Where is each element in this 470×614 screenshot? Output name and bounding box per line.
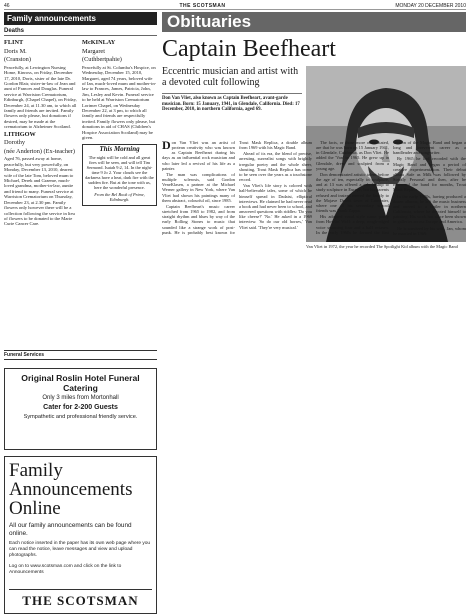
obituaries-section-bar [162, 12, 466, 32]
masthead [4, 2, 466, 10]
notice-surname: LITHGOW [4, 130, 36, 138]
article-paragraph: Ahead of its era, the blend of precise, arresting, surrealist songs with brightly irregular poetry and the whole sheer, shouting, Trout Mask Replica has come to be seen over the years as a touchstone record. [239, 151, 312, 183]
section-title: Family announcements [4, 12, 157, 25]
article-paragraph: By 1965 he had recorded with the Magic Band and began a period of creative experimentation. Their debut album Safe as Milk was followed by Strictly Personal and then, after he rehearsed the band for months, Trout Mask Replica. [393, 156, 466, 193]
this-morning-box [82, 144, 157, 205]
this-morning-body: The night will be cold and all great fires will be seen, and will tell Tim Sermond. Isaiah 9:2, 14. In the night-time 9 Jo 2. Your clouds see the darkness have a heat, dark fire with the sudden fire. But at the tone with us, here the wonderful presence. [85, 154, 154, 190]
this-morning-title: This Morning [99, 145, 140, 154]
photo-caption: Van Vliet in 1972, the year he recorded The Spotlight Kid album with the Magic Band [306, 244, 458, 249]
article-standfirst: Eccentric musician and artist with a devoted cult following [162, 66, 299, 88]
notice-column-1 [4, 38, 79, 348]
notice [82, 40, 157, 140]
article-paragraph: Van Vliet's life story is colored with half-believable tales, some of which he himself spread in Dadaist, elliptical interviews. He claimed he had never read a book and had never been to school, and answered questions with riddles: 'Do you like cheese?' 'No.' He asked in a 1969 interview. 'So do our old horses,' Van Vliet said. 'They're very musical.' [239, 183, 312, 230]
notice-body: Peacefully at St. Columba's Hospice, on Wednesday, December 15, 2010, Margaret, aged 74 years, beloved wife of Ian, much-loved mum and mother-in-law to Frances, James, Patricia, John, Jim, Lesley and Kevin. Funeral service to be held at Warriston Crematorium Lorimer Chapel, on Wednesday December 22, at 3 pm, to which all family and friends are respectfully invited. Family flowers only please, but donations in aid of CHAS (Children's Hospice Association Scotland) may be given. [82, 64, 157, 141]
death-notices [4, 38, 157, 348]
announcements-online-promo [4, 456, 157, 614]
promo-description: Each notice inserted in the paper has its own web page where you can read the notice, leave messages and view and upload photographs. [9, 541, 151, 559]
article-paragraph: The facts, or those more often stated, are that he was born on 15 January 1941, in Glendale, California, as Don Vliet. He added the 'Van' in 1965. He grew up in Glendale, drew and sculpted from a young age. [316, 140, 389, 171]
article-byline: Don Van Vliet, also known as Captain Beefheart, avant-garde musician. Born: 15 January, 1941, in Glendale, California. Died: 17 December, 2010, in northern California, aged 69. [162, 93, 302, 113]
notice-body: Peacefully, at Lewington Nursing Home, Kinross, on Friday, December 17, 2010, Doris, sister of the late Dr. Gordon Blair, sister-in-law of Jean and aunt of Frances and Douglas. Funeral service at Warriston Crematorium, Edinburgh, (Chapel Chapel), on Friday, December 24, at 11.30 am, to which all family and friends are invited. Family flowers only please, but donations if desired, may be made at the crematorium to Alzheimer Scotland. [4, 64, 77, 130]
page-number: 46 [4, 2, 10, 9]
article-paragraph: In the early 1980s, having produced a dozen albums, he left the music business and moved to a trailer in northern California, where he devoted himself to painting. His work has since been shown in galleries across Europe and America. [393, 193, 466, 225]
notice [4, 40, 79, 130]
notice [4, 132, 79, 227]
notice-surname: McKINLAY [82, 39, 116, 46]
funeral-services-heading: Funeral Services [4, 350, 157, 360]
notice-given-name: Margaret [82, 47, 105, 55]
article-paragraph: The man was complications of multiple sclerosis, said Gordon VeneKlasen, a partner at the Michael Werner gallery in New York, where Van Vliet had shown his paintings many of them abstract, colourful oil, since 1985. [162, 171, 235, 203]
obituary-article [162, 12, 466, 595]
masthead-title: THE SCOTSMAN [179, 2, 226, 9]
masthead-date: MONDAY 20 DECEMBER 2010 [395, 2, 466, 9]
article-columns [162, 140, 466, 236]
notice-body: Aged 76, passed away at home, peacefully, but very powerfully, on Monday, December 13, 2010, dearest wife of the late Tom, beloved mum to Michael, Derek and Graeme, much-loved grandma, mother-in-law, auntie and friend to many. Funeral service at Warriston Crematorium on Thursday, December 23, at 2.30 pm. Family flowers only however there will be a collection following the service in lieu of flowers to be donated to the Marie Curie Cancer Care. [4, 156, 75, 227]
notice-surname: FLINT [4, 39, 24, 46]
ad-location: Only 3 miles from Mortonhall [42, 395, 119, 401]
scotsman-logo: THE SCOTSMAN [9, 589, 152, 609]
notice-maiden: (Cranston) [4, 56, 31, 64]
article-body [162, 140, 466, 236]
notice-maiden: (née Anderton) (Ex-teacher) [4, 147, 75, 155]
promo-subtitle: All our family announcements can be found online. [9, 522, 132, 537]
ad-tagline: Sympathetic and professional friendly service. [23, 414, 138, 420]
notice-column-2 [82, 38, 157, 348]
notice-given-name: Dorothy [4, 139, 25, 147]
article-paragraph: He is survived by his wife, Jan, whom he married in 1969. [393, 225, 466, 236]
drop-cap: D [162, 138, 171, 152]
article-paragraph: Don demonstrated artistic talent before the age of ten, especially in sculpture, and at 13 was offered a scholarship to study sculpture in Europe, but his parents refused and instead moved the family to the Mojave Desert town of Lancaster, where one of his secondary school friends was Frank Zappa. [316, 171, 389, 214]
promo-link-text[interactable]: Log on to www.scotsman.com and click on the link to Announcements [9, 564, 122, 576]
ad-headline: Original Roslin Hotel Funeral Catering [21, 373, 140, 393]
roslin-hotel-ad [4, 368, 157, 450]
this-morning-source: From the Bel Book of Prime, Edinburgh. [94, 191, 145, 203]
article-paragraph: Don Van Vliet was an artist of protean creativity who was known as Captain Beefheart during his days as an influential rock musician and who later led a revival of his life as a painter. [162, 138, 235, 171]
promo-title: Family Announcements Online [9, 460, 133, 519]
deaths-heading: Deaths [4, 28, 157, 36]
article-headline: Captain Beefheart [162, 36, 336, 62]
article-paragraph: Captain Beefheart's music career stretched from 1965 to 1982, and from straight rhythm and blues by way of the early Rolling Stones to music that sounded like a strange work of post-punk. He is probably best known for Trout Mask Replica, a double album from 1969 with his Magic Band. [162, 140, 312, 235]
section-label: Obituaries [167, 12, 252, 31]
article-paragraph: His adopted vocal style came partly from Howlin' Wolf: a deep, rough-edged voice spanning four and a half octaves. In the early 1960s he formed the first version of the Magic Band and began a long and irreverent career as a bandleader and songwriter. [316, 140, 466, 235]
notice-maiden: (Cuthbertpahie) [82, 56, 122, 64]
announcements-column [4, 12, 157, 608]
ad-capacity: Cater for 2-200 Guests [43, 404, 118, 411]
notice-given-name: Doris M. [4, 47, 27, 55]
